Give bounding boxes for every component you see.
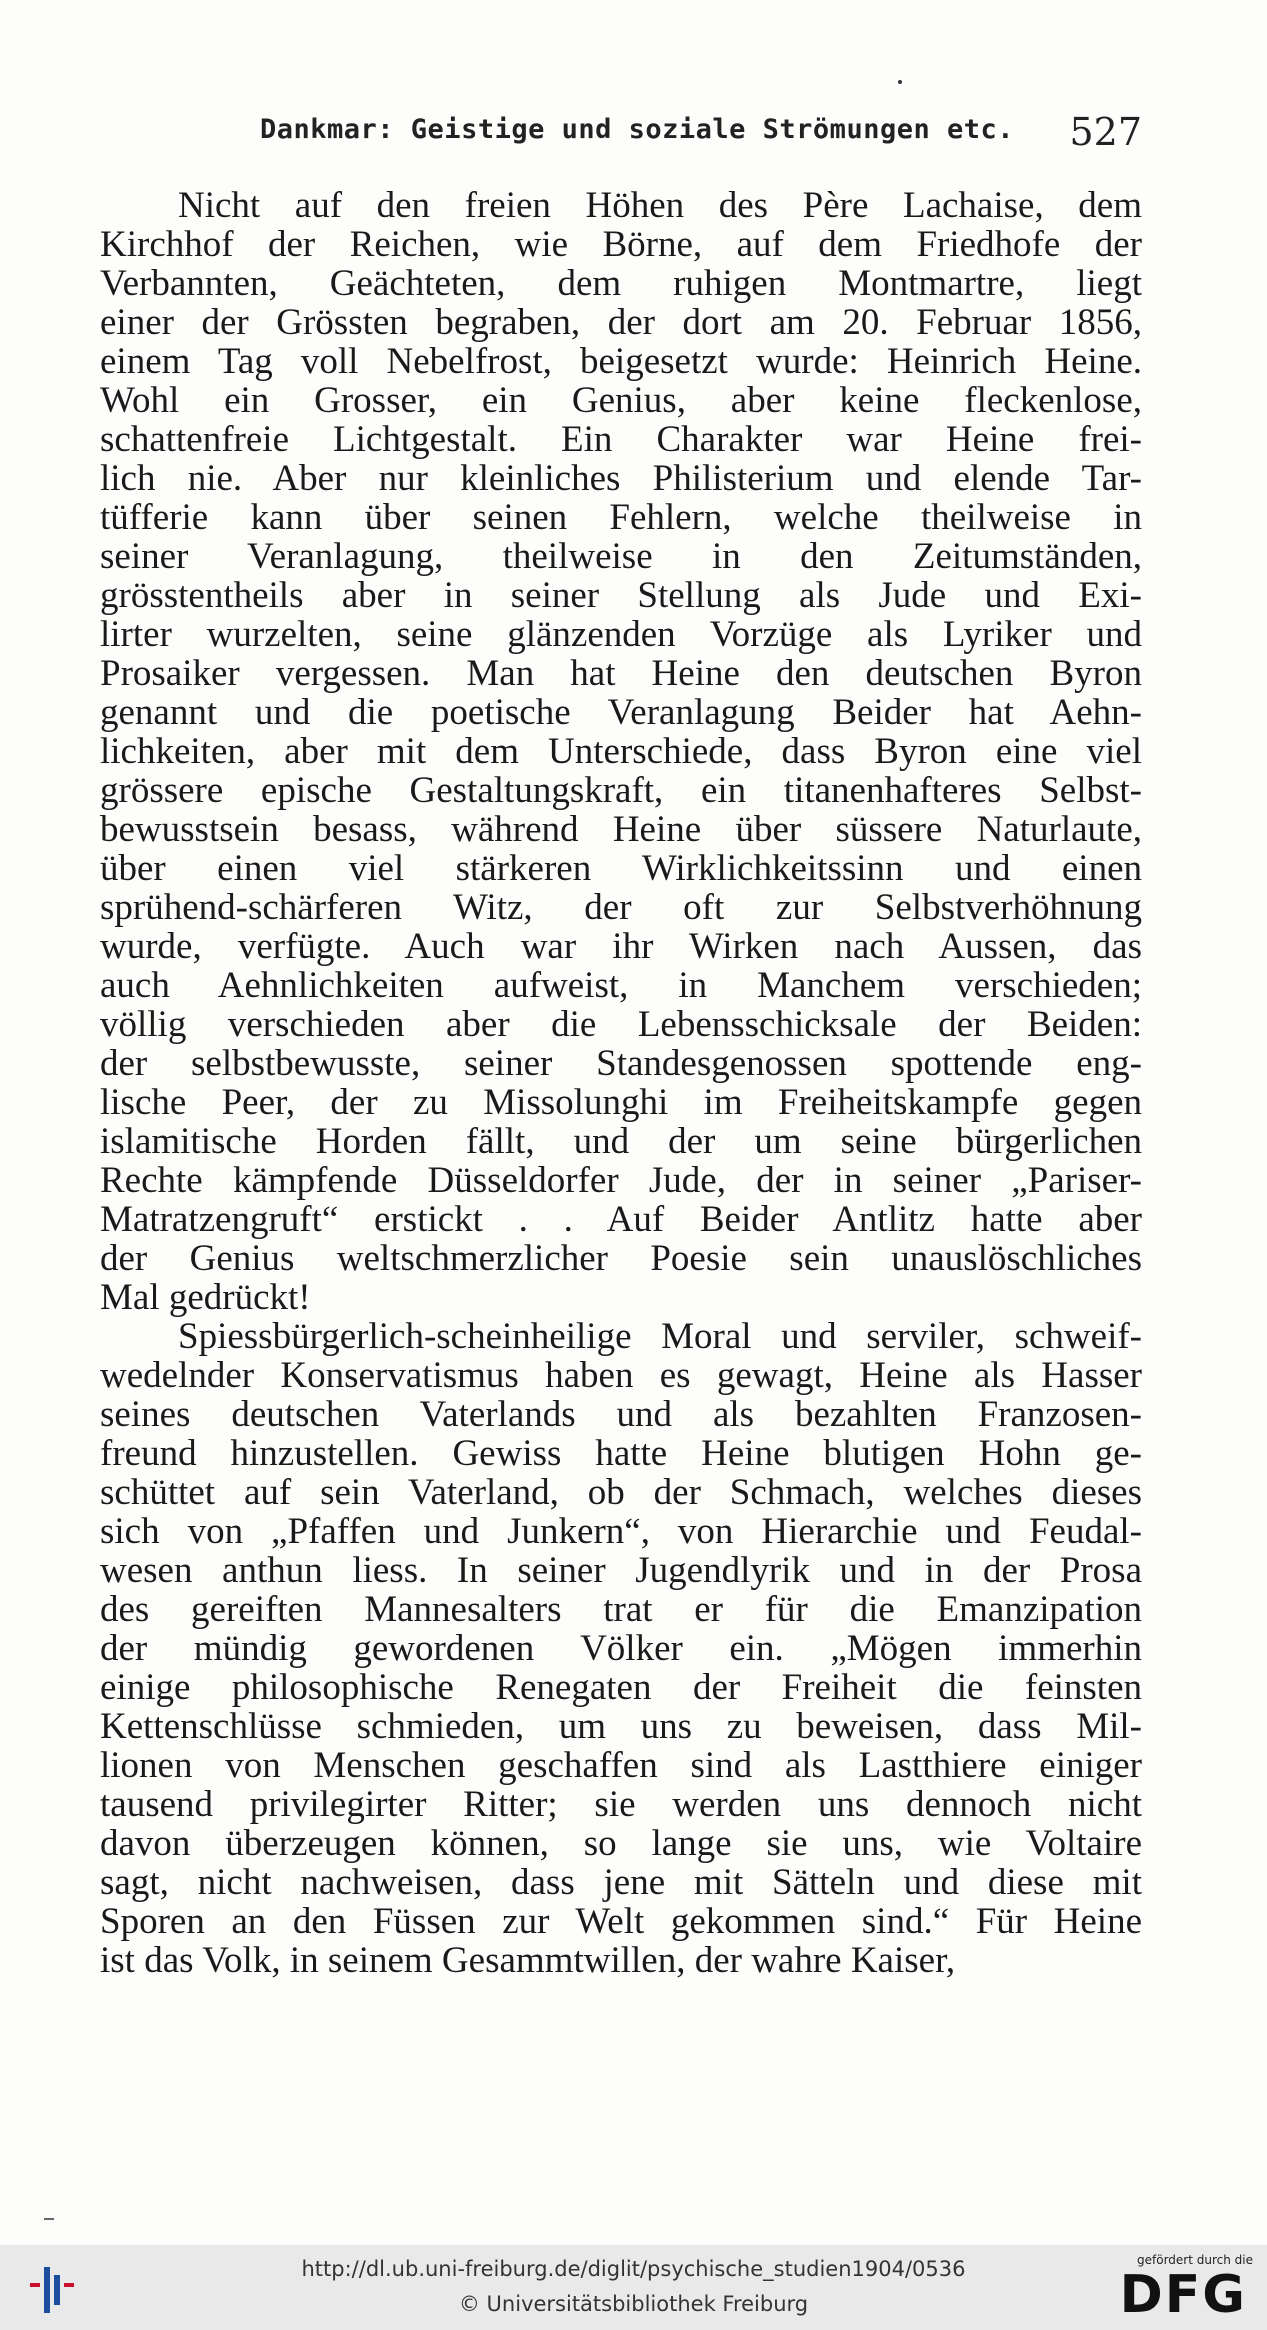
copyright-notice: © Universitätsbibliothek Freiburg <box>458 2292 809 2316</box>
text-line: lirter wurzelten, seine glänzenden Vorzüge als Lyriker und <box>100 614 1142 655</box>
running-head: Dankmar: Geistige und soziale Strömungen etc. <box>260 114 1014 145</box>
text-line: tausend privilegirter Ritter; sie werden uns dennoch nicht <box>100 1784 1142 1825</box>
text-line: islamitische Horden fällt, und der um seine bürgerlichen <box>100 1121 1142 1162</box>
page-number: 527 <box>1069 110 1142 154</box>
text-line: lich nie. Aber nur kleinliches Philisterium und elende Tar- <box>100 458 1142 499</box>
text-line: einer der Grössten begraben, der dort am 20. Februar 1856, <box>100 302 1142 343</box>
text-line: wedelnder Konservatismus haben es gewagt, Heine als Hasser <box>100 1355 1142 1396</box>
text-line: sprühend-schärferen Witz, der oft zur Selbstverhöhnung <box>100 887 1142 928</box>
text-line: seiner Veranlagung, theilweise in den Zeitumständen, <box>100 536 1142 577</box>
text-line: Sporen an den Füssen zur Welt gekommen sind.“ Für Heine <box>100 1901 1142 1942</box>
text-line: über einen viel stärkeren Wirklichkeitssinn und einen <box>100 848 1142 889</box>
text-line: der Genius weltschmerzlicher Poesie sein unauslöschliches <box>100 1238 1142 1279</box>
text-line: ist das Volk, in seinem Gesammtwillen, der wahre Kaiser, <box>100 1940 956 1981</box>
text-line: Spiessbürgerlich-scheinheilige Moral und serviler, schweif- <box>178 1316 1142 1357</box>
margin-mark <box>44 2218 54 2220</box>
text-line: grösstentheils aber in seiner Stellung als Jude und Exi- <box>100 575 1142 616</box>
text-line: einige philosophische Renegaten der Freiheit die feinsten <box>100 1667 1142 1708</box>
text-line: bewusstsein besass, während Heine über süssere Naturlaute, <box>100 809 1142 850</box>
text-line: lichkeiten, aber mit dem Unterschiede, dass Byron eine viel <box>100 731 1142 772</box>
text-line: Verbannten, Geächteten, dem ruhigen Montmartre, liegt <box>100 263 1142 304</box>
text-line: Rechte kämpfende Düsseldorfer Jude, der in seiner „Pariser- <box>100 1160 1142 1201</box>
text-line: Nicht auf den freien Höhen des Père Lachaise, dem <box>178 185 1142 226</box>
text-line: sagt, nicht nachweisen, dass jene mit Sätteln und diese mit <box>100 1862 1142 1903</box>
text-line: schattenfreie Lichtgestalt. Ein Charakter war Heine frei- <box>100 419 1142 460</box>
page-header <box>100 110 1142 158</box>
text-line: genannt und die poetische Veranlagung Beider hat Aehn- <box>100 692 1142 733</box>
dfg-logo: DFG <box>1119 2265 1247 2325</box>
text-line: grössere epische Gestaltungskraft, ein titanenhafteres Selbst- <box>100 770 1142 811</box>
dfg-tagline: gefördert durch die <box>1137 2253 1253 2267</box>
text-line: der mündig gewordenen Völker ein. „Mögen immerhin <box>100 1628 1142 1669</box>
source-url-link[interactable]: http://dl.ub.uni-freiburg.de/diglit/psychische_studien1904/0536 <box>301 2257 966 2281</box>
text-line: lische Peer, der zu Missolunghi im Freiheitskampfe gegen <box>100 1082 1142 1123</box>
text-line: schüttet auf sein Vaterland, ob der Schmach, welches dieses <box>100 1472 1142 1513</box>
text-line: Kirchhof der Reichen, wie Börne, auf dem Friedhofe der <box>100 224 1142 265</box>
text-line: Mal gedrückt! <box>100 1277 311 1318</box>
body-text <box>100 186 1142 1980</box>
text-line: davon überzeugen können, so lange sie uns, wie Voltaire <box>100 1823 1142 1864</box>
text-line: Prosaiker vergessen. Man hat Heine den deutschen Byron <box>100 653 1142 694</box>
text-line: wurde, verfügte. Auch war ihr Wirken nach Aussen, das <box>100 926 1142 967</box>
text-line: Wohl ein Grosser, ein Genius, aber keine fleckenlose, <box>100 380 1142 421</box>
text-line: völlig verschieden aber die Lebensschicksale der Beiden: <box>100 1004 1142 1045</box>
text-line: tüfferie kann über seinen Fehlern, welche theilweise in <box>100 497 1142 538</box>
stray-ink-mark <box>898 80 902 84</box>
text-line: auch Aehnlichkeiten aufweist, in Manchem verschieden; <box>100 965 1142 1006</box>
text-line: einem Tag voll Nebelfrost, beigesetzt wurde: Heinrich Heine. <box>100 341 1142 382</box>
text-line: des gereiften Mannesalters trat er für die Emanzipation <box>100 1589 1142 1630</box>
text-line: lionen von Menschen geschaffen sind als Lastthiere einiger <box>100 1745 1142 1786</box>
viewer-footer <box>0 2245 1267 2330</box>
text-line: der selbstbewusste, seiner Standesgenossen spottende eng- <box>100 1043 1142 1084</box>
text-line: Kettenschlüsse schmieden, um uns zu beweisen, dass Mil- <box>100 1706 1142 1747</box>
text-line: freund hinzustellen. Gewiss hatte Heine blutigen Hohn ge- <box>100 1433 1142 1474</box>
text-line: seines deutschen Vaterlands und als bezahlten Franzosen- <box>100 1394 1142 1435</box>
text-line: sich von „Pfaffen und Junkern“, von Hierarchie und Feudal- <box>100 1511 1142 1552</box>
text-line: wesen anthun liess. In seiner Jugendlyrik und in der Prosa <box>100 1550 1142 1591</box>
text-line: Matratzengruft“ erstickt . . Auf Beider Antlitz hatte aber <box>100 1199 1142 1240</box>
